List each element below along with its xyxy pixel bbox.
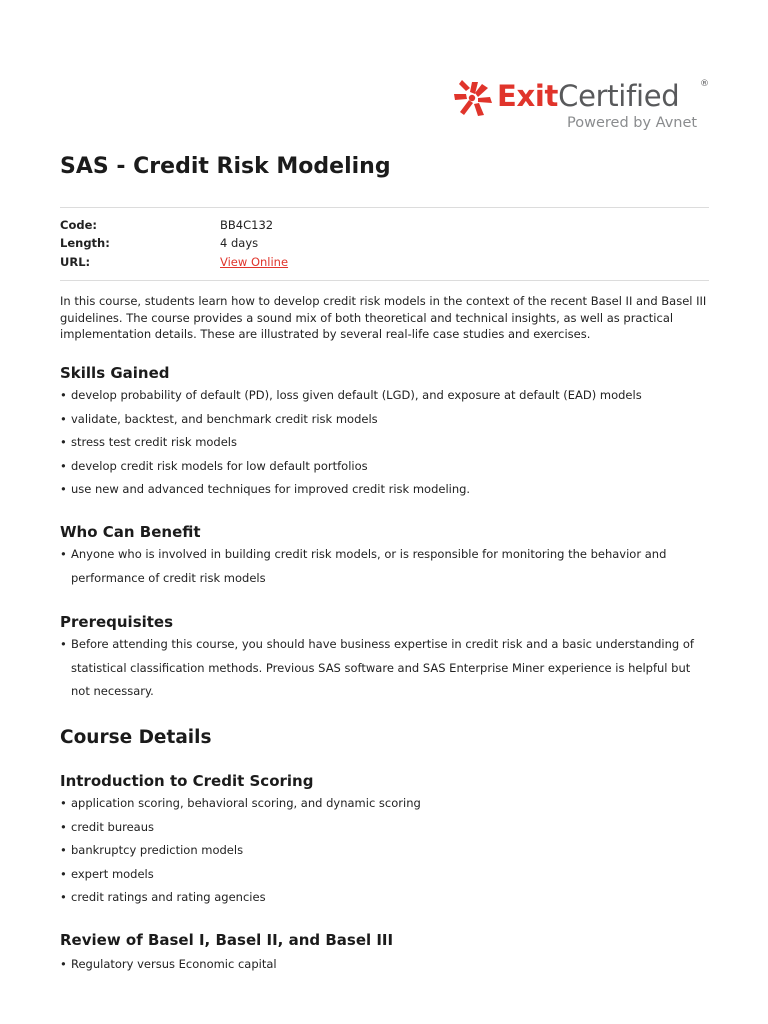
benefit-list (60, 543, 710, 590)
course-description: In this course, students learn how to develop credit risk models in the context of the recent Basel II and Basel III guidelines. The course provides a sound mix of both theoretical and technical insights, as well as practical implementation details. These are illustrated by several real-life case studies and exercises. (60, 294, 707, 341)
list-item: • credit ratings and rating agencies (60, 886, 710, 910)
who-can-benefit-heading: Who Can Benefit (60, 523, 201, 541)
intro-credit-scoring-list (60, 792, 710, 910)
list-item: • credit bureaus (60, 816, 710, 840)
list-item: • validate, backtest, and benchmark credit risk models (60, 408, 710, 432)
code-label: Code: (60, 218, 97, 232)
list-item: • develop probability of default (PD), loss given default (LGD), and exposure at default (EAD) models (60, 384, 710, 408)
list-item: • Regulatory versus Economic capital (60, 953, 710, 977)
skills-gained-heading: Skills Gained (60, 364, 170, 382)
brand-tagline: Powered by Avnet (567, 115, 698, 131)
length-value: 4 days (220, 236, 259, 250)
intro-credit-scoring-heading: Introduction to Credit Scoring (60, 772, 314, 790)
prerequisites-list (60, 633, 710, 704)
list-item: • Anyone who is involved in building credit risk models, or is responsible for monitoring the behavior and performance of credit risk models (60, 543, 710, 590)
url-label: URL: (60, 255, 91, 269)
list-item: • develop credit risk models for low default portfolios (60, 455, 710, 479)
basel-review-heading: Review of Basel I, Basel II, and Basel III (60, 931, 394, 949)
view-online-link[interactable]: View Online (220, 255, 289, 269)
skills-list (60, 384, 710, 502)
exitcertified-logo-icon (452, 78, 494, 118)
course-details-heading: Course Details (60, 727, 212, 748)
list-item: • expert models (60, 863, 710, 887)
brand-wordmark (497, 79, 679, 113)
list-item: • use new and advanced techniques for improved credit risk modeling. (60, 478, 710, 502)
divider-bottom (60, 280, 709, 281)
brand-exit: Exit (497, 79, 559, 113)
list-item: • stress test credit risk models (60, 431, 710, 455)
list-item: • Before attending this course, you should have business expertise in credit risk and a basic understanding of statistical classification methods. Previous SAS software and SAS Enterprise Miner experience is helpful but not necessary. (60, 633, 710, 704)
page-title: SAS - Credit Risk Modeling (60, 154, 391, 179)
divider-top (60, 207, 709, 208)
exitcertified-logo (452, 76, 714, 136)
code-value: BB4C132 (220, 218, 274, 232)
brand-certified: Certified (558, 79, 680, 113)
list-item: • bankruptcy prediction models (60, 839, 710, 863)
list-item: • application scoring, behavioral scoring, and dynamic scoring (60, 792, 710, 816)
prerequisites-heading: Prerequisites (60, 613, 174, 631)
length-label: Length: (60, 236, 110, 250)
registered-mark: ® (700, 79, 709, 89)
basel-review-list (60, 953, 710, 977)
